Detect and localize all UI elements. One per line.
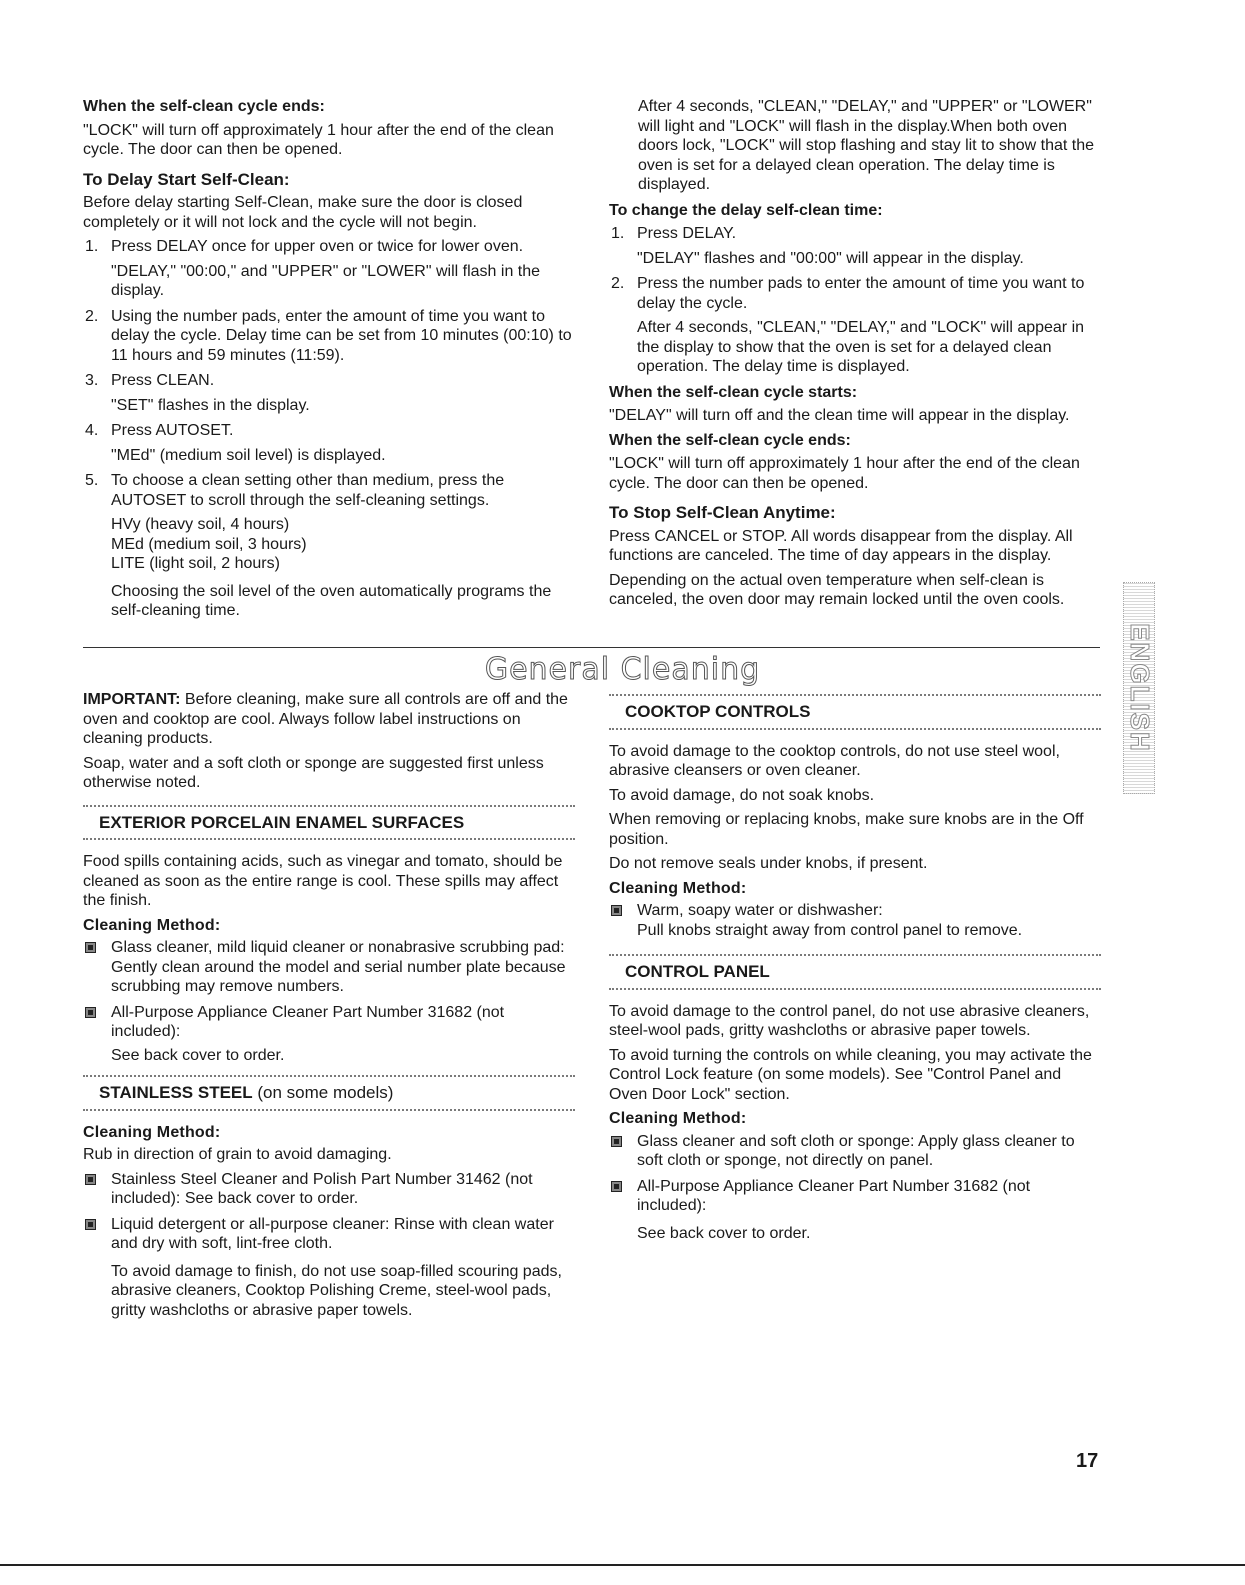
language-tab-label: ENGLISH <box>1124 623 1155 753</box>
list-item <box>83 421 575 465</box>
list-item <box>609 1177 1101 1244</box>
bullet-text: To avoid damage to finish, do not use soap-filled scouring pads, abrasive cleaners, Cooktop Polishing Creme, steel-wool pads, gritty washcloths or abrasive paper towels. <box>111 1262 562 1319</box>
self-clean-starts-text: "DELAY" will turn off and the clean time will appear in the display. <box>609 407 1070 424</box>
bullet-text: Warm, soapy water or dishwasher: <box>637 902 883 919</box>
list-item <box>83 938 575 997</box>
step-text: Using the number pads, enter the amount of time you want to delay the cycle. Delay time can be set from 10 minutes (00:10) to 11 hours and 59 minutes (11:59). <box>111 307 572 364</box>
page-bottom-border <box>0 1564 1245 1566</box>
cooktop-text: Do not remove seals under knobs, if present. <box>609 855 928 872</box>
step-number: 2. <box>611 275 625 292</box>
soap-note: Soap, water and a soft cloth or sponge are suggested first unless otherwise noted. <box>83 754 544 791</box>
stainless-intro: Rub in direction of grain to avoid damaging. <box>83 1146 392 1163</box>
list-item <box>609 901 1101 940</box>
step-text: "SET" flashes in the display. <box>111 396 310 414</box>
stainless-steel-label: STAINLESS STEEL <box>99 1083 253 1102</box>
list-item <box>83 237 575 301</box>
step-text: Press the number pads to enter the amount of time you want to delay the cycle. <box>637 275 1085 312</box>
self-clean-ends-text: "LOCK" will turn off approximately 1 hour after the end of the clean cycle. The door can then be opened. <box>83 121 554 158</box>
bullet-text: Glass cleaner and soft cloth or sponge: Apply glass cleaner to soft cloth or sponge, not directly on panel. <box>637 1132 1075 1169</box>
section-divider <box>83 647 1100 648</box>
square-bullet-icon <box>611 1181 622 1192</box>
page-number: 17 <box>1076 1450 1099 1472</box>
bullet-text: Pull knobs straight away from control panel to remove. <box>637 921 1023 939</box>
square-bullet-icon <box>85 1007 96 1018</box>
list-item <box>609 224 1101 268</box>
important-text: Before cleaning, make sure all controls are off and the oven and cooktop are cool. Always follow label instructions on cleaning products. <box>83 691 568 747</box>
general-cleaning-title: General Cleaning <box>484 652 761 687</box>
step-text: Press CLEAN. <box>111 372 215 389</box>
important-note <box>83 690 575 749</box>
self-clean-starts-heading: When the self-clean cycle starts: <box>609 383 858 401</box>
cooktop-controls-heading: COOKTOP CONTROLS <box>609 694 1101 730</box>
step-text: "DELAY" flashes and "00:00" will appear in the display. <box>637 249 1024 267</box>
language-side-tab <box>1123 582 1155 794</box>
list-item <box>609 274 1101 377</box>
important-label: IMPORTANT: <box>83 691 181 708</box>
step-number: 1. <box>85 238 99 255</box>
control-panel-method-list <box>609 1132 1101 1244</box>
bullet-text: All-Purpose Appliance Cleaner Part Number 31682 (not included): <box>637 1177 1031 1214</box>
control-panel-text: To avoid damage to the control panel, do not use abrasive cleaners, steel-wool pads, gritty washcloths or abrasive paper towels. <box>609 1002 1090 1039</box>
cooktop-text: To avoid damage, do not soak knobs. <box>609 786 875 804</box>
control-panel-heading: CONTROL PANEL <box>609 954 1101 990</box>
step-text: To choose a clean setting other than medium, press the AUTOSET to scroll through the self-cleaning settings. <box>111 472 505 509</box>
soil-level-medium: MEd (medium soil, 3 hours) <box>111 535 307 553</box>
step-text: "MEd" (medium soil level) is displayed. <box>111 446 386 464</box>
step-text: Choosing the soil level of the oven automatically programs the self-cleaning time. <box>111 582 552 619</box>
square-bullet-icon <box>611 1136 622 1147</box>
self-clean-ends-heading: When the self-clean cycle ends: <box>609 431 851 449</box>
bullet-text: All-Purpose Appliance Cleaner Part Number 31682 (not included): <box>111 1003 505 1040</box>
bullet-text: Stainless Steel Cleaner and Polish Part Number 31462 (not included): See back cover to order. <box>111 1170 533 1207</box>
delay-steps-list <box>83 237 575 621</box>
soil-level-heavy: HVy (heavy soil, 4 hours) <box>111 516 290 533</box>
cooktop-method-list <box>609 901 1101 940</box>
control-panel-text: To avoid turning the controls on while cleaning, you may activate the Control Lock feature (on some models). See "Control Panel and Oven Door Lock" section. <box>609 1046 1092 1103</box>
delay-start-intro: Before delay starting Self-Clean, make sure the door is closed completely or it will not lock and the cycle will not begin. <box>83 194 523 231</box>
exterior-porcelain-text: Food spills containing acids, such as vinegar and tomato, should be cleaned as soon as the entire range is cool. These spills may affect the finish. <box>83 853 563 909</box>
top-right-column <box>609 97 1101 615</box>
step-text: Press AUTOSET. <box>111 422 234 439</box>
soil-level-light: LITE (light soil, 2 hours) <box>111 555 280 572</box>
stainless-method-list <box>83 1170 575 1321</box>
list-item <box>83 471 575 621</box>
square-bullet-icon <box>85 942 96 953</box>
stop-self-clean-text: Press CANCEL or STOP. All words disappear from the display. All functions are canceled. The time of day appears in the display. <box>609 527 1073 564</box>
self-clean-ends-text: "LOCK" will turn off approximately 1 hour after the end of the clean cycle. The door can then be opened. <box>609 455 1080 492</box>
top-left-column <box>83 97 575 627</box>
exterior-porcelain-heading: EXTERIOR PORCELAIN ENAMEL SURFACES <box>83 805 575 841</box>
step-number: 1. <box>611 225 625 242</box>
step-text: Press DELAY once for upper oven or twice for lower oven. <box>111 238 524 255</box>
bullet-text: Liquid detergent or all-purpose cleaner: Rinse with clean water and dry with soft, lint-free cloth. <box>111 1215 554 1252</box>
cleaning-method-label: Cleaning Method: <box>83 916 221 934</box>
bottom-left-column <box>83 690 575 1326</box>
delay-start-heading: To Delay Start Self-Clean: <box>83 169 290 189</box>
stop-self-clean-heading: To Stop Self-Clean Anytime: <box>609 503 836 522</box>
exterior-method-list <box>83 938 575 1065</box>
step-number: 3. <box>85 372 99 389</box>
list-item <box>609 1132 1101 1171</box>
cooktop-text: When removing or replacing knobs, make sure knobs are in the Off position. <box>609 811 1084 848</box>
cooktop-text: To avoid damage to the cooktop controls, do not use steel wool, abrasive cleansers or oven cleaner. <box>609 742 1060 779</box>
stainless-steel-heading <box>83 1075 575 1111</box>
bullet-text: Glass cleaner, mild liquid cleaner or nonabrasive scrubbing pad: Gently clean around the model and serial number plate because scrubbing may remove numbers. <box>111 939 566 995</box>
step-text: Press DELAY. <box>637 225 737 242</box>
step-number: 4. <box>85 422 99 439</box>
bottom-right-column <box>609 690 1101 1249</box>
step-number: 2. <box>85 307 99 325</box>
bullet-text: See back cover to order. <box>637 1224 811 1242</box>
cleaning-method-label: Cleaning Method: <box>609 879 747 897</box>
change-delay-steps-list <box>609 224 1101 377</box>
bullet-text: See back cover to order. <box>111 1046 285 1064</box>
stainless-steel-qualifier: (on some models) <box>252 1083 394 1102</box>
list-item <box>83 1215 575 1321</box>
cleaning-method-label: Cleaning Method: <box>83 1123 221 1141</box>
list-item <box>83 371 575 415</box>
change-delay-heading: To change the delay self-clean time: <box>609 201 883 219</box>
stop-self-clean-note: Depending on the actual oven temperature when self-clean is canceled, the oven door may remain locked until the oven cools. <box>609 571 1065 608</box>
self-clean-ends-heading: When the self-clean cycle ends: <box>83 98 325 115</box>
delay-confirm-text: After 4 seconds, "CLEAN," "DELAY," and "UPPER" or "LOWER" will light and "LOCK" will flash in the display.When both oven doors lock, "LOCK" will stop flashing and stay lit to show that the oven is set for a delayed clean operation. The delay time is displayed. <box>638 98 1095 193</box>
step-number: 5. <box>85 472 99 489</box>
square-bullet-icon <box>85 1219 96 1230</box>
list-item <box>83 307 575 366</box>
step-text: "DELAY," "00:00," and "UPPER" or "LOWER" will flash in the display. <box>111 262 541 299</box>
list-item <box>83 1003 575 1066</box>
square-bullet-icon <box>85 1174 96 1185</box>
square-bullet-icon <box>611 905 622 916</box>
step-text: After 4 seconds, "CLEAN," "DELAY," and "LOCK" will appear in the display to show that the oven is set for a delayed clean operation. The delay time is displayed. <box>637 319 1085 375</box>
cleaning-method-label: Cleaning Method: <box>609 1110 747 1127</box>
list-item <box>83 1170 575 1209</box>
